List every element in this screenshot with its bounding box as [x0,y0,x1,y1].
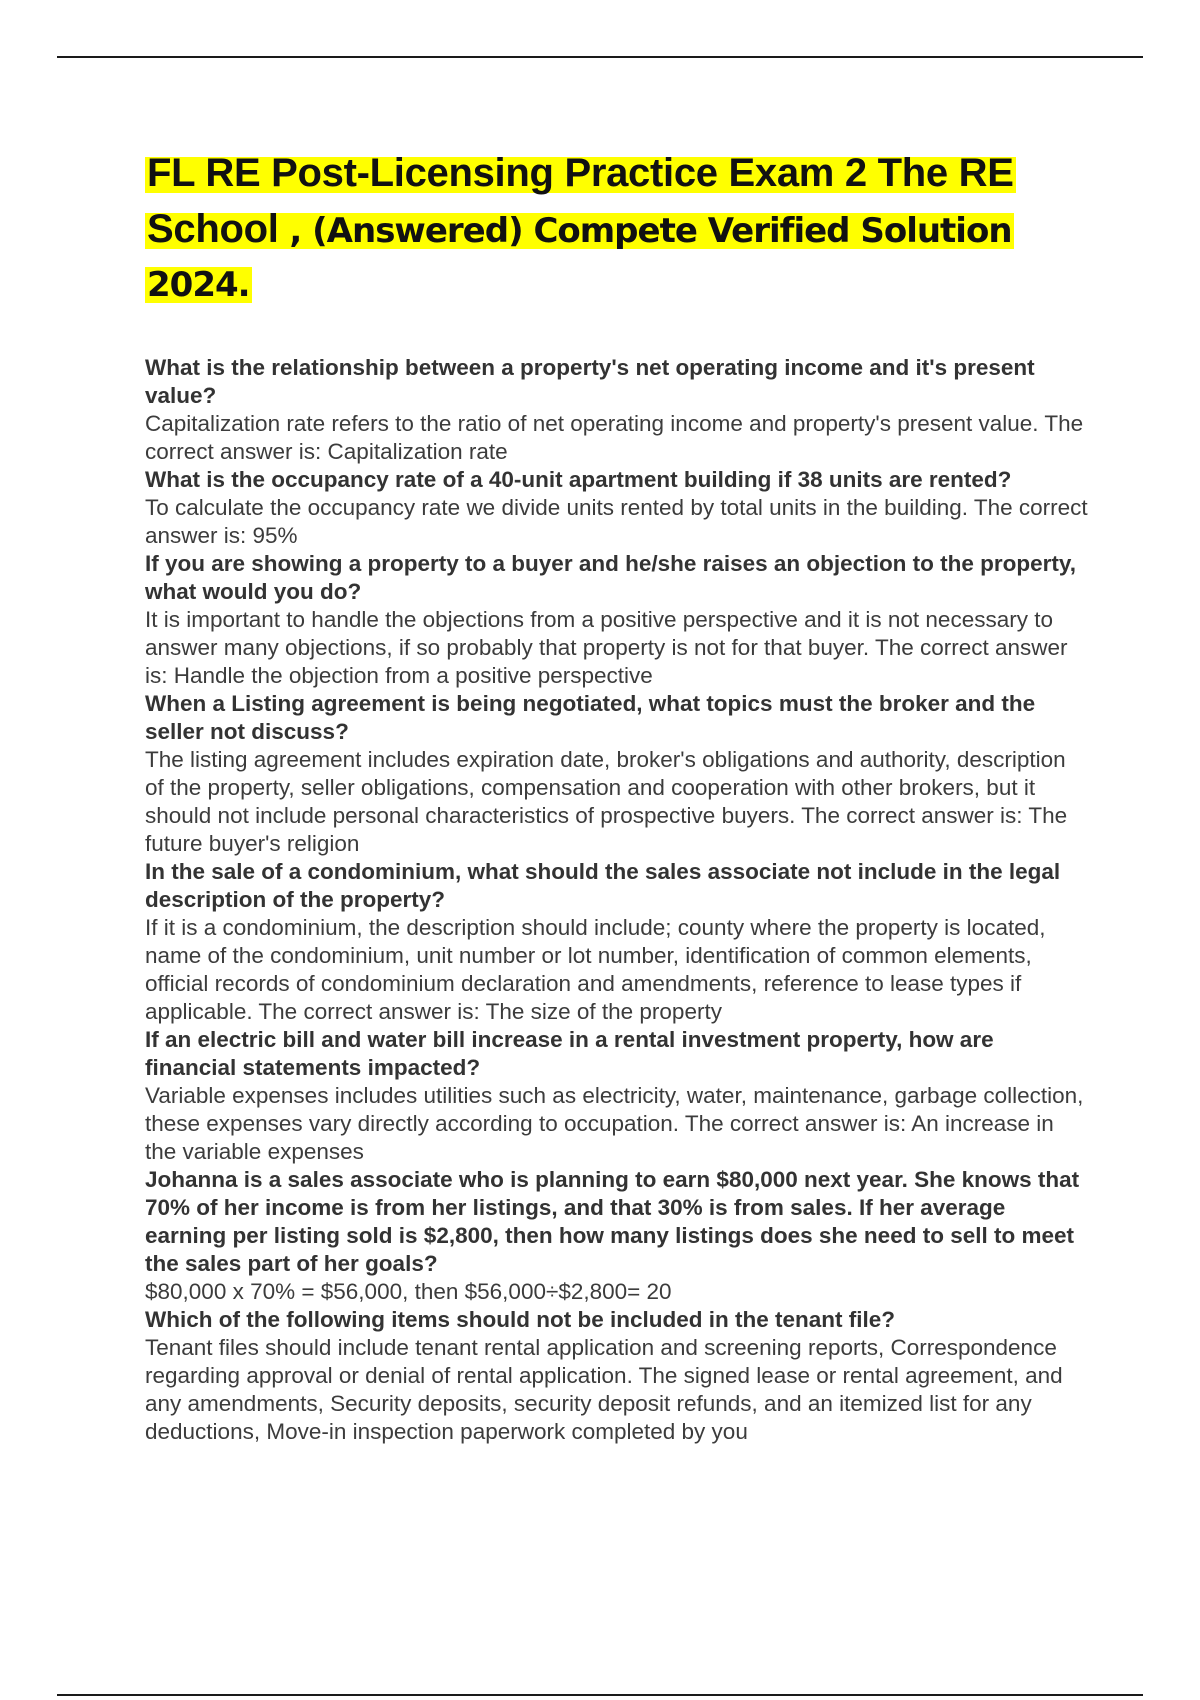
answer-2: To calculate the occupancy rate we divide units rented by total units in the building. The correct answer is: 95% [145,495,1088,548]
footer-rule [57,1694,1143,1696]
question-8: Which of the following items should not be included in the tenant file? [145,1307,895,1332]
answer-1: Capitalization rate refers to the ratio of net operating income and property's present value. The correct answer is: Capitalization rate [145,411,1084,464]
answer-5: If it is a condominium, the description should include; county where the property is located, name of the condominium, unit number or lot number, identification of common elements, official records of condominium declaration and amendments, reference to lease types if applicable. The correct answer is: The size of the property [145,915,1046,1024]
qa-list [145,354,1090,1446]
document-title-part1: FL RE Post-Licensing Practice Exam 2 The RE School [147,151,1014,251]
answer-6: Variable expenses includes utilities such as electricity, water, maintenance, garbage collection, these expenses vary directly according to occupation. The correct answer is: An increase in the variable expenses [145,1083,1084,1164]
header-rule [57,56,1143,58]
question-2: What is the occupancy rate of a 40-unit apartment building if 38 units are rented? [145,467,1012,492]
document-title-part2: , (Answered) Compete Verified Solution 2024. [147,211,1012,305]
question-1: What is the relationship between a property's net operating income and it's present value? [145,355,1035,408]
answer-4: The listing agreement includes expiration date, broker's obligations and authority, description of the property, seller obligations, compensation and cooperation with other brokers, but it should not include personal characteristics of prospective buyers. The correct answer is: The future buyer's religion [145,747,1068,856]
answer-8: Tenant files should include tenant rental application and screening reports, Correspondence regarding approval or denial of rental application. The signed lease or rental agreement, and any amendments, Security deposits, security deposit refunds, and an itemized list for any deductions, Move-in inspection paperwork completed by you [145,1335,1063,1444]
question-7: Johanna is a sales associate who is planning to earn $80,000 next year. She knows that 70% of her income is from her listings, and that 30% is from sales. If her average earning per listing sold is $2,800, then how many listings does she need to sell to meet the sales part of her goals? [145,1167,1080,1276]
question-6: If an electric bill and water bill increase in a rental investment property, how are financial statements impacted? [145,1027,994,1080]
answer-3: It is important to handle the objections from a positive perspective and it is not necessary to answer many objections, if so probably that property is not for that buyer. The correct answer is: Handle the objection from a positive perspective [145,607,1068,688]
question-3: If you are showing a property to a buyer and he/she raises an objection to the property, what would you do? [145,551,1077,604]
question-5: In the sale of a condominium, what should the sales associate not include in the legal description of the property? [145,859,1061,912]
document-title [145,146,1125,312]
question-4: When a Listing agreement is being negotiated, what topics must the broker and the seller not discuss? [145,691,1036,744]
answer-7: $80,000 x 70% = $56,000, then $56,000÷$2,800= 20 [145,1279,672,1304]
